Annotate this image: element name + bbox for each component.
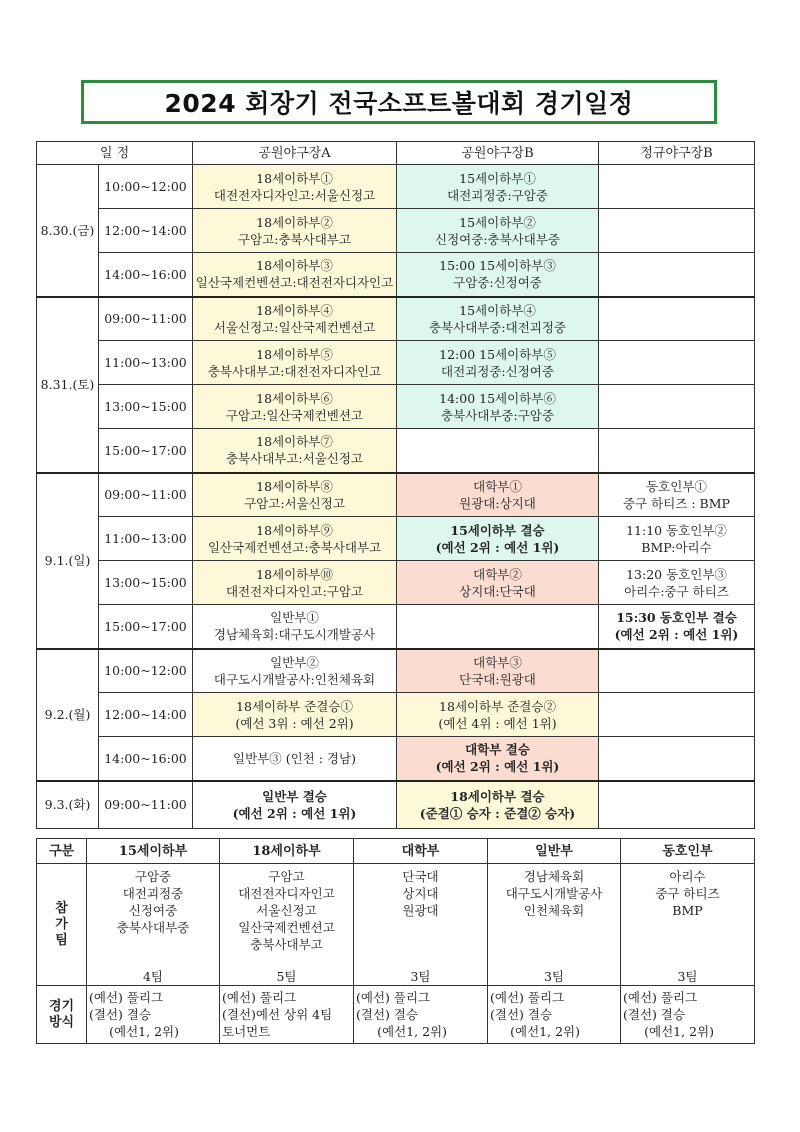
format-line: (예선1, 2위) xyxy=(109,1024,179,1039)
schedule-row xyxy=(37,561,755,605)
venue-b-cell xyxy=(397,253,599,297)
team-name: 대구도시개발공사 xyxy=(505,886,603,901)
team-list-club xyxy=(621,864,755,962)
venue-a-cell xyxy=(193,737,397,781)
schedule-row xyxy=(37,341,755,385)
time-cell: 12:00~14:00 xyxy=(99,209,193,253)
format-line: (결선) 결승 xyxy=(490,1007,553,1022)
header-general: 일반부 xyxy=(488,839,621,864)
venue-b-cell-line2: 충북사대부중:구암중 xyxy=(441,407,554,423)
venue-b-cell-line1: 15:00 15세이하부③ xyxy=(439,258,556,274)
schedule-row xyxy=(37,781,755,829)
venue-b-cell-line2: 충북사대부중:대전괴정중 xyxy=(428,319,567,335)
venue-b-cell xyxy=(397,341,599,385)
team-name: 충북사대부고 xyxy=(250,937,323,952)
format-line: (예선1, 2위) xyxy=(644,1024,714,1039)
venue-a-cell-line1: 18세이하부① xyxy=(256,170,333,186)
venue-a-cell-line1: 18세이하부⑧ xyxy=(256,478,333,494)
venue-b-cell xyxy=(397,165,599,209)
venue-a-cell-line2: 구암고:서울신정고 xyxy=(244,495,345,511)
team-name: 구암고 xyxy=(268,869,305,884)
time-cell: 15:00~17:00 xyxy=(99,429,193,473)
team-name: 일산국제컨벤션고 xyxy=(238,920,335,935)
venue-a-cell-line2: 대구도시개발공사:인천체육회 xyxy=(213,671,376,687)
venue-c-cell xyxy=(599,341,755,385)
time-cell: 10:00~12:00 xyxy=(99,649,193,693)
team-count-club: 3팀 xyxy=(621,962,755,986)
teams-table xyxy=(36,838,755,1044)
venue-a-cell-line2: 구암고:충북사대부고 xyxy=(238,231,351,247)
date-cell: 8.31.(토) xyxy=(37,297,99,473)
schedule-row xyxy=(37,649,755,693)
venue-b-cell-line1: 15세이하부① xyxy=(459,170,536,186)
venue-a-cell xyxy=(193,165,397,209)
venue-a-cell xyxy=(193,297,397,341)
venue-c-cell xyxy=(599,165,755,209)
schedule-row xyxy=(37,165,755,209)
schedule-row xyxy=(37,429,755,473)
venue-b-cell xyxy=(397,605,599,649)
venue-b-cell xyxy=(397,781,599,829)
team-name: 아리수 xyxy=(669,869,706,884)
venue-c-cell-line2: 중구 하티즈 : BMP xyxy=(623,495,730,511)
venue-a-cell-line1: 일반부① xyxy=(270,610,319,626)
team-list-univ xyxy=(354,864,488,962)
venue-c-cell-line1: 15:30 동호인부 결승 xyxy=(616,610,737,626)
header-u18: 18세이하부 xyxy=(220,839,354,864)
schedule-row xyxy=(37,693,755,737)
venue-c-cell xyxy=(599,385,755,429)
team-name: 신정여중 xyxy=(128,903,178,918)
venue-a-cell-line1: 18세이하부⑥ xyxy=(256,390,333,406)
venue-a-cell xyxy=(193,209,397,253)
venue-c-cell xyxy=(599,473,755,517)
venue-c-cell-line1: 13:20 동호인부③ xyxy=(626,566,727,582)
venue-b-cell-line1: 18세이하부 준결승② xyxy=(439,698,556,714)
format-general xyxy=(488,986,621,1044)
venue-a-cell-line1: 18세이하부 준결승① xyxy=(236,698,353,714)
schedule-row xyxy=(37,737,755,781)
format-label: 경기 방식 xyxy=(37,986,87,1044)
venue-a-cell-line1: 일반부③ (인천 : 경남) xyxy=(233,750,356,766)
time-cell: 13:00~15:00 xyxy=(99,561,193,605)
format-club xyxy=(621,986,755,1044)
format-line: (결선) 결승 xyxy=(623,1007,686,1022)
venue-c-cell-line2: BMP:아리수 xyxy=(641,539,712,555)
schedule-header-row xyxy=(37,142,755,165)
title-box xyxy=(81,80,717,124)
format-line: (결선)예선 상위 4팀 xyxy=(222,1007,333,1022)
team-count-u15: 4팀 xyxy=(87,962,220,986)
format-u15 xyxy=(87,986,220,1044)
header-venue-b: 공원야구장B xyxy=(397,142,599,165)
page-title: 2024 회장기 전국소프트볼대회 경기일정 xyxy=(164,89,634,118)
team-name: 경남체육회 xyxy=(523,869,585,884)
venue-a-cell xyxy=(193,649,397,693)
venue-a-cell-line1: 18세이하부⑨ xyxy=(256,522,333,538)
venue-c-cell xyxy=(599,297,755,341)
venue-b-cell-line2: 원광대:상지대 xyxy=(459,495,536,511)
teams-header-row xyxy=(37,839,755,864)
format-line: (예선) 풀리그 xyxy=(490,990,565,1005)
format-line: (예선1, 2위) xyxy=(510,1024,580,1039)
venue-a-cell xyxy=(193,605,397,649)
venue-c-cell xyxy=(599,693,755,737)
team-name: 상지대 xyxy=(402,886,439,901)
venue-c-cell-line1: 동호인부① xyxy=(646,478,707,494)
venue-b-cell-line2: (예선 4위 : 예선 1위) xyxy=(438,715,557,731)
time-cell: 09:00~11:00 xyxy=(99,781,193,829)
venue-a-cell-line2: 대전전자디자인고:구암고 xyxy=(225,583,364,599)
venue-b-cell xyxy=(397,693,599,737)
venue-a-cell xyxy=(193,473,397,517)
team-name: 원광대 xyxy=(402,903,439,918)
venue-a-cell xyxy=(193,385,397,429)
venue-a-cell-line1: 18세이하부⑤ xyxy=(256,346,333,362)
venue-b-cell-line2: (예선 2위 : 예선 1위) xyxy=(435,759,560,775)
schedule-row xyxy=(37,297,755,341)
venue-c-cell-line2: (예선 2위 : 예선 1위) xyxy=(614,627,739,643)
venue-a-cell-line1: 18세이하부⑦ xyxy=(256,434,333,450)
venue-a-cell xyxy=(193,517,397,561)
venue-a-cell xyxy=(193,781,397,829)
venue-a-cell-line1: 18세이하부④ xyxy=(256,302,333,318)
venue-a-cell-line2: (예선 2위 : 예선 1위) xyxy=(232,805,357,821)
time-cell: 14:00~16:00 xyxy=(99,737,193,781)
header-category: 구분 xyxy=(37,839,87,864)
schedule-row xyxy=(37,253,755,297)
header-date: 일 정 xyxy=(37,142,193,165)
venue-a-cell xyxy=(193,693,397,737)
venue-a-cell xyxy=(193,253,397,297)
team-name: 대전전자디자인고 xyxy=(238,886,335,901)
venue-b-cell xyxy=(397,385,599,429)
team-list-general xyxy=(488,864,621,962)
venue-a-cell-line2: 구암고:일산국제컨벤션고 xyxy=(225,407,364,423)
time-cell: 13:00~15:00 xyxy=(99,385,193,429)
date-cell: 9.1.(일) xyxy=(37,473,99,649)
time-cell: 11:00~13:00 xyxy=(99,517,193,561)
format-line: (예선) 풀리그 xyxy=(89,990,164,1005)
venue-b-cell-line1: 대학부② xyxy=(473,566,522,582)
date-cell: 9.2.(월) xyxy=(37,649,99,781)
teams-body xyxy=(37,864,755,1044)
venue-a-cell-line2: 일산국제컨벤션고:대전전자디자인고 xyxy=(195,275,394,291)
header-club: 동호인부 xyxy=(621,839,755,864)
time-cell: 11:00~13:00 xyxy=(99,341,193,385)
schedule-body xyxy=(37,165,755,829)
venue-b-cell xyxy=(397,209,599,253)
schedule-row xyxy=(37,605,755,649)
venue-a-cell-line1: 18세이하부② xyxy=(256,214,333,230)
header-venue-c: 정규야구장B xyxy=(599,142,755,165)
time-cell: 09:00~11:00 xyxy=(99,297,193,341)
format-line: (예선) 풀리그 xyxy=(356,990,431,1005)
venue-b-cell-line1: 15세이하부② xyxy=(459,214,536,230)
venue-c-cell xyxy=(599,561,755,605)
venue-b-cell xyxy=(397,649,599,693)
venue-c-cell xyxy=(599,649,755,693)
team-count-univ: 3팀 xyxy=(354,962,488,986)
date-cell: 8.30.(금) xyxy=(37,165,99,297)
venue-a-cell-line2: 충북사대부고:대전전자디자인고 xyxy=(207,363,382,379)
venue-a-cell-line1: 18세이하부③ xyxy=(256,258,333,274)
format-line: (결선) 결승 xyxy=(89,1007,152,1022)
venue-a-cell-line1: 18세이하부⑩ xyxy=(256,566,333,582)
venue-a-cell xyxy=(193,341,397,385)
team-name: 인천체육회 xyxy=(523,903,585,918)
header-univ: 대학부 xyxy=(354,839,488,864)
team-name: 서울신정고 xyxy=(256,903,317,918)
time-cell: 15:00~17:00 xyxy=(99,605,193,649)
format-line: (예선) 풀리그 xyxy=(623,990,698,1005)
venue-b-cell-line2: 단국대:원광대 xyxy=(459,671,536,687)
venue-a-cell-line1: 일반부② xyxy=(270,654,319,670)
venue-c-cell xyxy=(599,429,755,473)
team-name: 충북사대부중 xyxy=(116,920,190,935)
venue-b-cell-line1: 대학부① xyxy=(473,478,522,494)
team-name: 구암중 xyxy=(134,869,172,884)
venue-c-cell xyxy=(599,253,755,297)
venue-b-cell-line1: 12:00 15세이하부⑤ xyxy=(439,346,556,362)
schedule-row xyxy=(37,517,755,561)
format-line: (결선) 결승 xyxy=(356,1007,419,1022)
venue-c-cell xyxy=(599,517,755,561)
venue-c-cell xyxy=(599,781,755,829)
venue-b-cell-line2: 상지대:단국대 xyxy=(459,583,536,599)
participants-row xyxy=(37,864,755,962)
format-line: (예선1, 2위) xyxy=(377,1024,447,1039)
venue-b-cell xyxy=(397,429,599,473)
team-count-general: 3팀 xyxy=(488,962,621,986)
venue-a-cell-line2: 대전전자디자인고:서울신정고 xyxy=(213,187,376,203)
venue-c-cell-line2: 아리수:중구 하티즈 xyxy=(624,583,729,599)
team-list-u18 xyxy=(220,864,354,962)
format-line: 토너먼트 xyxy=(222,1024,271,1039)
time-cell: 12:00~14:00 xyxy=(99,693,193,737)
venue-b-cell-line1: 15세이하부④ xyxy=(459,302,536,318)
venue-b-cell xyxy=(397,561,599,605)
venue-b-cell xyxy=(397,737,599,781)
venue-b-cell-line2: 신정여중:충북사대부중 xyxy=(435,231,560,247)
participants-label: 참 가 팀 xyxy=(37,864,87,986)
header-venue-a: 공원야구장A xyxy=(193,142,397,165)
schedule-row xyxy=(37,209,755,253)
venue-a-cell-line2: 일산국제컨벤션고:충북사대부고 xyxy=(207,539,382,555)
venue-b-cell-line2: (준결① 승자 : 준결② 승자) xyxy=(419,805,576,821)
venue-b-cell-line2: 대전괴정중:구암중 xyxy=(447,187,548,203)
venue-c-cell-line1: 11:10 동호인부② xyxy=(626,522,727,538)
format-u18 xyxy=(220,986,354,1044)
venue-a-cell-line1: 일반부 결승 xyxy=(262,788,327,804)
venue-b-cell-line1: 14:00 15세이하부⑥ xyxy=(439,390,556,406)
schedule-row xyxy=(37,385,755,429)
venue-b-cell xyxy=(397,297,599,341)
venue-a-cell-line2: 충북사대부고:서울신정고 xyxy=(225,451,364,467)
venue-a-cell xyxy=(193,429,397,473)
team-name: BMP xyxy=(672,903,703,918)
time-cell: 10:00~12:00 xyxy=(99,165,193,209)
team-list-u15 xyxy=(87,864,220,962)
venue-b-cell-line1: 대학부③ xyxy=(473,654,522,670)
venue-a-cell-line2: 서울신정고:일산국제컨벤션고 xyxy=(213,319,376,335)
venue-b-cell-line1: 18세이하부 결승 xyxy=(450,788,545,804)
team-name: 중구 하티즈 xyxy=(655,886,720,901)
team-name: 대전괴정중 xyxy=(122,886,184,901)
format-row xyxy=(37,986,755,1044)
schedule-row xyxy=(37,473,755,517)
team-name: 단국대 xyxy=(402,869,439,884)
time-cell: 14:00~16:00 xyxy=(99,253,193,297)
venue-a-cell-line2: 경남체육회:대구도시개발공사 xyxy=(213,627,376,643)
venue-c-cell xyxy=(599,605,755,649)
venue-c-cell xyxy=(599,737,755,781)
venue-b-cell xyxy=(397,517,599,561)
team-count-u18: 5팀 xyxy=(220,962,354,986)
schedule-table xyxy=(36,141,755,829)
format-line: (예선) 풀리그 xyxy=(222,990,297,1005)
time-cell: 09:00~11:00 xyxy=(99,473,193,517)
venue-b-cell-line1: 대학부 결승 xyxy=(465,742,530,758)
count-row xyxy=(37,962,755,986)
venue-c-cell xyxy=(599,209,755,253)
venue-b-cell xyxy=(397,473,599,517)
venue-a-cell-line2: (예선 3위 : 예선 2위) xyxy=(235,715,354,731)
venue-b-cell-line1: 15세이하부 결승 xyxy=(450,522,545,538)
venue-a-cell xyxy=(193,561,397,605)
date-cell: 9.3.(화) xyxy=(37,781,99,829)
header-u15: 15세이하부 xyxy=(87,839,220,864)
format-univ xyxy=(354,986,488,1044)
venue-b-cell-line2: (예선 2위 : 예선 1위) xyxy=(435,539,560,555)
venue-b-cell-line2: 대전괴정중:신정여중 xyxy=(441,363,554,379)
venue-b-cell-line2: 구암중:신정여중 xyxy=(453,275,542,291)
